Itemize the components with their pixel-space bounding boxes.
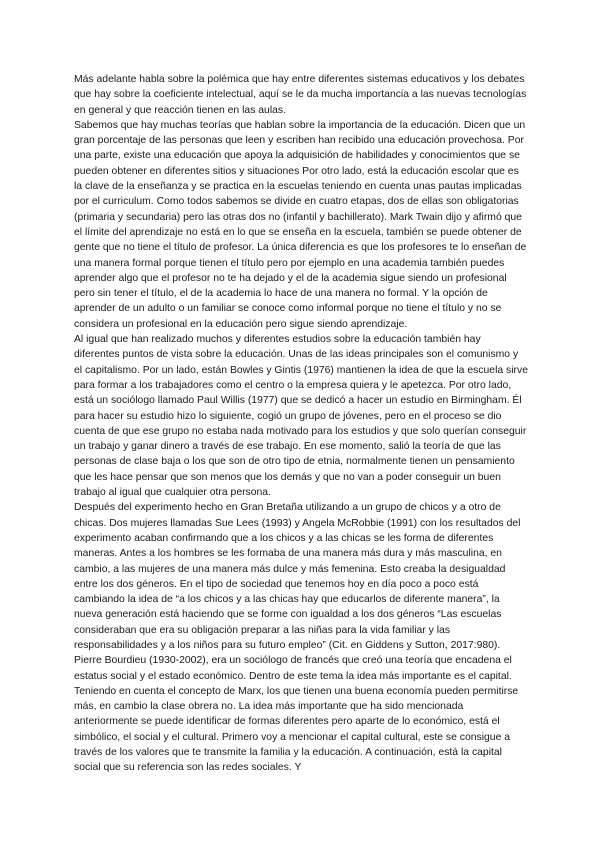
paragraph-bourdieu: Pierre Bourdieu (1930-2002), era un sociólogo de francés que creó una teoría que encadena el estatus social y el estado económico. Dentro de este tema la idea más importante es el capital. Teniendo en cuenta el concepto de Marx, los que tienen una buena economía pueden permitirse más, en cambio la clase obrera no. La idea más importante que ha sido mencionada anteriormente se puede identificar de formas diferentes pero aparte de lo económico, está el simbólico, el social y el cultural. Primero voy a mencionar el capital cultural, este se consigue a través de los valores que te transmite la familia y la educación. A continuación, está la capital social que su referencia son las redes sociales. Y	[74, 655, 519, 774]
paragraph-importance-of-education: Sabemos que hay muchas teorías que hablan sobre la importancia de la educación. Dicen que un gran porcentaje de las personas que leen y escriben han recibido una educación provechosa. Por una parte, existe una educación que apoya la adquisición de habilidades y conocimientos que se pueden obtener en diferentes sitios y situaciones Por otro lado, está la educación escolar que es la clave de la enseñanza y se practica en la escuelas teniendo en cuenta unas pautas implicadas por el curriculum. Como todos sabemos se divide en cuatro etapas, dos de ellas son obligatorias (primaria y secundaria) pero las otras dos no (infantil y bachillerato). Mark Twain dijo y afirmó que el límite del aprendizaje no está en lo que se enseña en la escuela, también se puede obtener de gente que no tiene el título de profesor. La única diferencia es que los profesores te lo enseñan de una manera formal porque tienen el título pero por ejemplo en una academia también puedes aprender algo que el profesor no te ha dejado y el de la academia sigue siendo un profesional pero sin tener el título, el de la academia lo hace de una manera no formal. Y la opción de aprender de un adulto o un familiar se conoce como informal porque no tiene el título y no se considera un profesional en la educación pero sigue siendo aprendizaje.	[74, 119, 527, 330]
paragraph-gender-experiment: Después del experimento hecho en Gran Bretaña utilizando a un grupo de chicos y a otro de chicas. Dos mujeres llamadas Sue Lees (1993) y Angela McRobbie (1991) con los resultados del experimento acaban confirmando que a los chicos y a las chicas se les forma de diferentes maneras. Antes a los hombres se les formaba de una manera más dura y más masculina, en cambio, a las mujeres de una manera más dulce y más femenina. Esto creaba la desigualdad entre los dos géneros. En el tipo de sociedad que tenemos hoy en día poco a poco está cambiando la idea de “a los chicos y a las chicas hay que educarlos de diferente manera”, la nueva generación está haciendo que se forme con igualdad a los dos géneros “Las escuelas consideraban que era su obligación preparar a las niñas para la vida familiar y las responsabilidades y a los niños para su futuro empleo” (Cit. en Giddens y Sutton, 2017:980).	[74, 502, 521, 651]
paragraph-education-systems: Más adelante habla sobre la polémica que hay entre diferentes sistemas educativos y los debates que hay sobre la coeficiente intelectual, aquí se le da mucha importancia a las nuevas tecnologías en general y que reacción tienen en las aulas.	[74, 74, 527, 116]
paragraph-viewpoints-on-education: Al igual que han realizado muchos y diferentes estudios sobre la educación también hay diferentes puntos de vista sobre la educación. Unas de las ideas principales son el comunismo y el capitalismo. Por un lado, están Bowles y Gintis (1976) mantienen la idea de que la escuela sirve para formar a los trabajadores como el centro o la empresa quiera y le apetezca. Por otro lado, está un sociólogo llamado Paul Willis (1977) que se dedicó a hacer un estudio en Birmingham. Él para hacer su estudio hizo lo siguiente, cogió un grupo de jóvenes, pero en el proceso se dio cuenta de que ese grupo no estaba nada motivado para los estudios y que solo querían conseguir un trabajo y ganar dinero a través de ese trabajo. En ese momento, salió la teoría de que las personas de clase baja o los que son de otro tipo de etnia, normalmente tienen un pensamiento que les hace pensar que son menos que los demás y que no van a poder conseguir un buen trabajo al igual que cualquier otra persona.	[74, 334, 528, 499]
body-text	[74, 72, 529, 776]
